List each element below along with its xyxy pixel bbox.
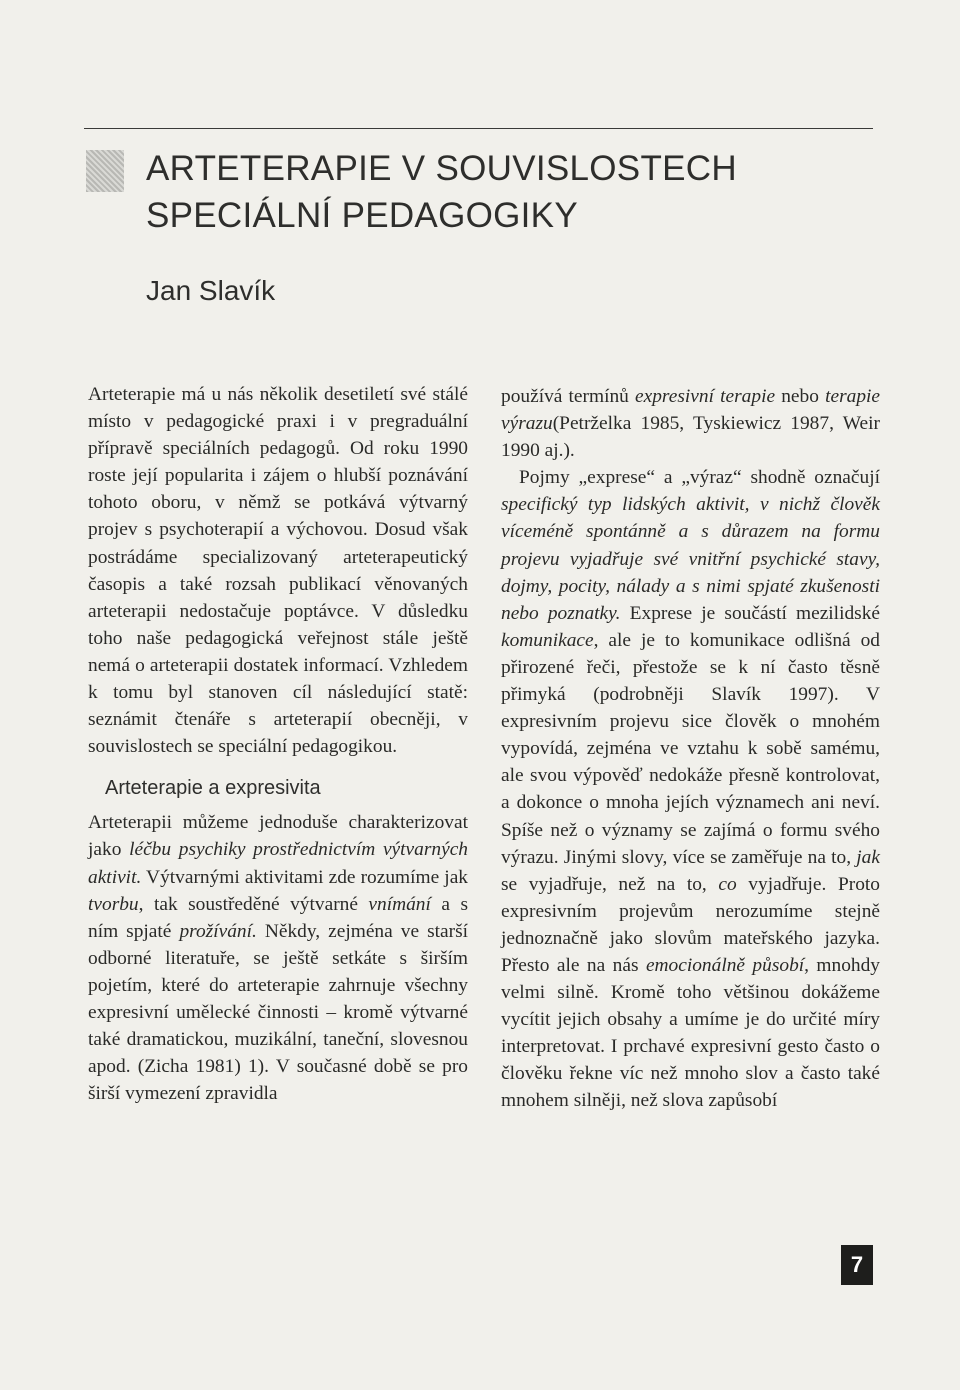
italic-term: terapie výrazu xyxy=(501,386,881,435)
header-rule xyxy=(84,128,873,129)
text-run: (Petrželka 1985, Tyskiewicz 1987, Weir 1990 aj.). xyxy=(501,413,880,462)
paragraph xyxy=(501,383,880,464)
text-run: vyjadřuje. Proto expresivním projevům nerozumíme stejně jednoznačně jako slovům mateřského jazyka. Přesto ale na nás xyxy=(501,873,881,976)
italic-term: tvorbu xyxy=(88,893,139,915)
italic-term: prožívání. xyxy=(179,920,257,942)
italic-term: vnímání xyxy=(368,893,431,915)
text-run: nebo xyxy=(775,386,826,407)
intro-paragraph: Arteterapie má u nás několik desetiletí své stálé místo v pedagogické praxi i v pregraduální přípravě speciálních pedagogů. Od roku 1990 roste její popularita i zájem o hlubší poznávání tohoto oboru, v němž se potkává výtvarný projev s psychoterapií a výchovou. Dosud však postrádáme specializovaný arteterapeutický časopis a také rozsah publikací věnovaných arteterapii nedostačuje poptávce. V důsledku toho naše pedagogická veřejnost stále ještě nemá o arteterapii dostatek informací. Vzhledem k tomu byl stanoven cíl následující statě: seznámit čtenáře s arteterapií obecněji, v souvislostech se speciální pedagogikou. xyxy=(88,384,468,758)
section-heading: Arteterapie a expresivita xyxy=(105,777,321,800)
paragraph xyxy=(88,809,468,1107)
paragraph xyxy=(501,464,880,1114)
article-author: Jan Slavík xyxy=(146,275,276,306)
italic-term: komunikace xyxy=(501,629,594,651)
italic-term: co xyxy=(718,873,737,895)
text-run: Arteterapii můžeme jednoduše charakterizovat jako xyxy=(88,812,468,861)
italic-term: jak xyxy=(856,846,880,868)
text-run: , tak soustředěné výtvarné xyxy=(138,893,369,915)
article-title: ARTETERAPIE V SOUVISLOSTECH SPECIÁLNÍ PEDAGOGIKY xyxy=(146,149,737,235)
text-run: , mnohdy velmi silně. Kromě toho většinou dokážeme vycítit jejich obsahy a umíme je do určité míry interpretovat. I prchavé expresivní gesto často o člověku řekne víc než mnoho slov a často také mnohem silněji, než slova zapůsobí xyxy=(501,954,880,1112)
text-run: a s ním spjaté xyxy=(88,893,468,942)
right-column xyxy=(501,383,880,1115)
italic-term: specifický typ lidských aktivit, v nichž člověk víceméně spontánně a s důrazem na formu projevu vyjadřuje své vnitřní psychické stavy, dojmy, pocity, nálady a s nimi spjaté zkušenosti nebo poznatky. xyxy=(501,494,880,624)
page-number-badge: 7 xyxy=(841,1245,873,1285)
text-run: Exprese je součástí mezilidské xyxy=(620,602,881,624)
text-run: používá termínů xyxy=(501,386,636,407)
text-run: Výtvarnými aktivitami zde rozumíme jak xyxy=(141,866,468,888)
italic-term: expresivní terapie xyxy=(635,386,776,407)
italic-term: léčbu psychiky prostřednictvím výtvarných aktivit. xyxy=(88,839,468,888)
text-run: Někdy, zejména ve starší odborné literatuře, se ještě setkáte s širším pojetím, které do arteterapie zahrnuje všechny expresivní umělecké činnosti – kromě výtvarné také dramatickou, muzikální, taneční, slovesnou apod. (Zicha 1981) 1). V současné době se pro širší vymezení zpravidla xyxy=(88,920,469,1105)
left-column xyxy=(88,381,468,1107)
text-run: se vyjadřuje, než na to, xyxy=(501,873,719,895)
text-run: , ale je to komunikace odlišná od přirozené řeči, přestože se k ní často těsně přimyká (podrobněji Slavík 1997). V expresivním projevu sice člověk o mnohém vypovídá, zejména ve vztahu k sobě samému, ale svou výpověď nedokáže přesně kontrolovat, a dokonce o mnoha jejích významech ani neví. Spíše než o významy se zajímá o formu svého výrazu. Jinými slovy, více se zaměřuje na to, xyxy=(501,629,880,868)
italic-term: emocionálně působí xyxy=(645,954,805,976)
text-run: Pojmy „exprese“ a „výraz“ shodně označují xyxy=(519,467,880,489)
title-marker xyxy=(86,150,124,192)
